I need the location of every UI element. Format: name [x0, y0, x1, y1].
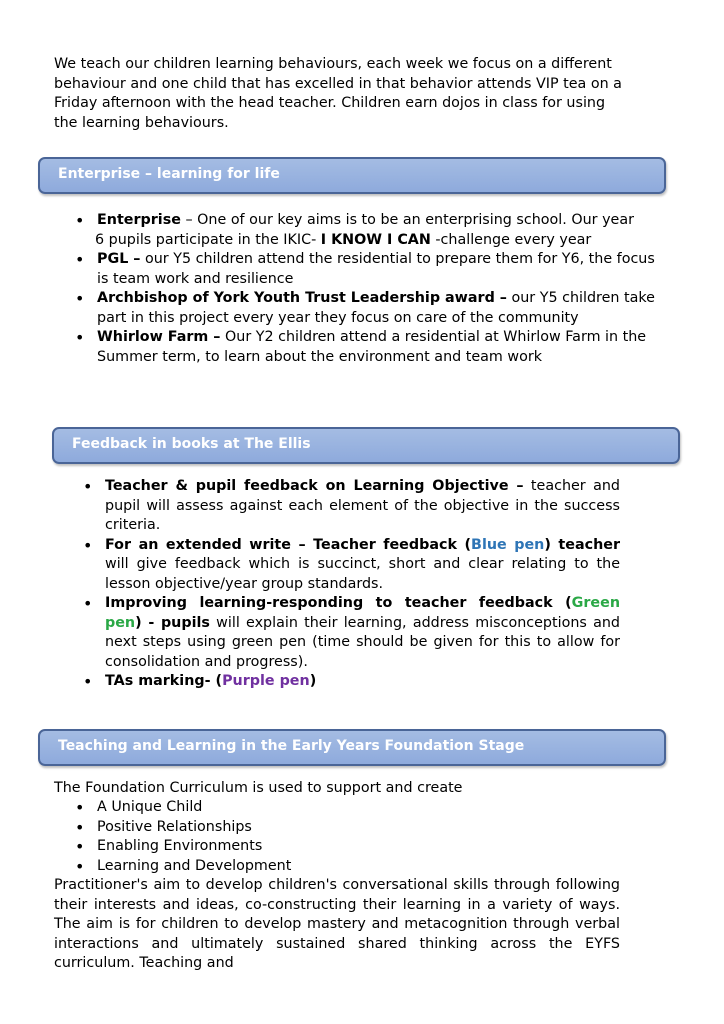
enterprise-heading: Enterprise – learning for life — [58, 166, 280, 182]
eyfs-list — [97, 798, 617, 876]
feedback-list — [105, 477, 620, 692]
blue-pen-label: Blue pen — [471, 536, 545, 553]
list-item: • TAs marking- (Purple pen) — [105, 672, 620, 692]
list-item: • Positive Relationships — [97, 818, 617, 838]
purple-pen-label: Purple pen — [222, 673, 310, 689]
list-item: • Whirlow Farm – Our Y2 children attend a residential at Whirlow Farm in the Summer term, to learn about the environment and team work — [97, 328, 657, 367]
list-item: • A Unique Child — [97, 798, 617, 818]
enterprise-banner — [38, 157, 666, 194]
eyfs-lead: The Foundation Curriculum is used to support and create — [54, 780, 463, 796]
intro-paragraph: We teach our children learning behaviours, each week we focus on a different behaviour and one child that has excelled in that behavior attends VIP tea on a Friday afternoon with the head teacher. Children earn dojos in class for using the learning behaviours. — [54, 56, 622, 131]
eyfs-banner — [38, 729, 666, 766]
green-pen-label: Green pen — [105, 595, 620, 631]
list-item: • Enterprise – One of our key aims is to be an enterprising school. Our year 6 pupils participate in the IKIC- I KNOW I CAN -challenge every year — [97, 211, 657, 250]
feedback-banner — [52, 427, 680, 464]
list-item: • Improving learning-responding to teacher feedback (Green pen) - pupils will explain their learning, address misconceptions and next steps using green pen (time should be given for this to allow for consolidation and progress). — [105, 594, 620, 672]
eyfs-heading: Teaching and Learning in the Early Years Foundation Stage — [58, 738, 525, 754]
list-item: • Teacher & pupil feedback on Learning Objective – teacher and pupil will assess against each element of the objective in the success criteria. — [105, 477, 620, 536]
enterprise-list — [97, 211, 657, 367]
feedback-heading: Feedback in books at The Ellis — [72, 436, 311, 452]
list-item: • Learning and Development — [97, 857, 617, 877]
list-item: • For an extended write – Teacher feedback (Blue pen) teacher will give feedback which is succinct, short and clear relating to the lesson objective/year group standards. — [105, 536, 620, 595]
list-item: • Archbishop of York Youth Trust Leadership award – our Y5 children take part in this project every year they focus on care of the community — [97, 289, 657, 328]
list-item: • Enabling Environments — [97, 837, 617, 857]
eyfs-paragraph: Practitioner's aim to develop children's conversational skills through following their interests and ideas, co-constructing their learning in a variety of ways. The aim is for children to develop mastery and metacognition through verbal interactions and ultimately sustained shared thinking across the EYFS curriculum. Teaching and — [54, 877, 620, 971]
list-item: • PGL – our Y5 children attend the residential to prepare them for Y6, the focus is team work and resilience — [97, 250, 657, 289]
